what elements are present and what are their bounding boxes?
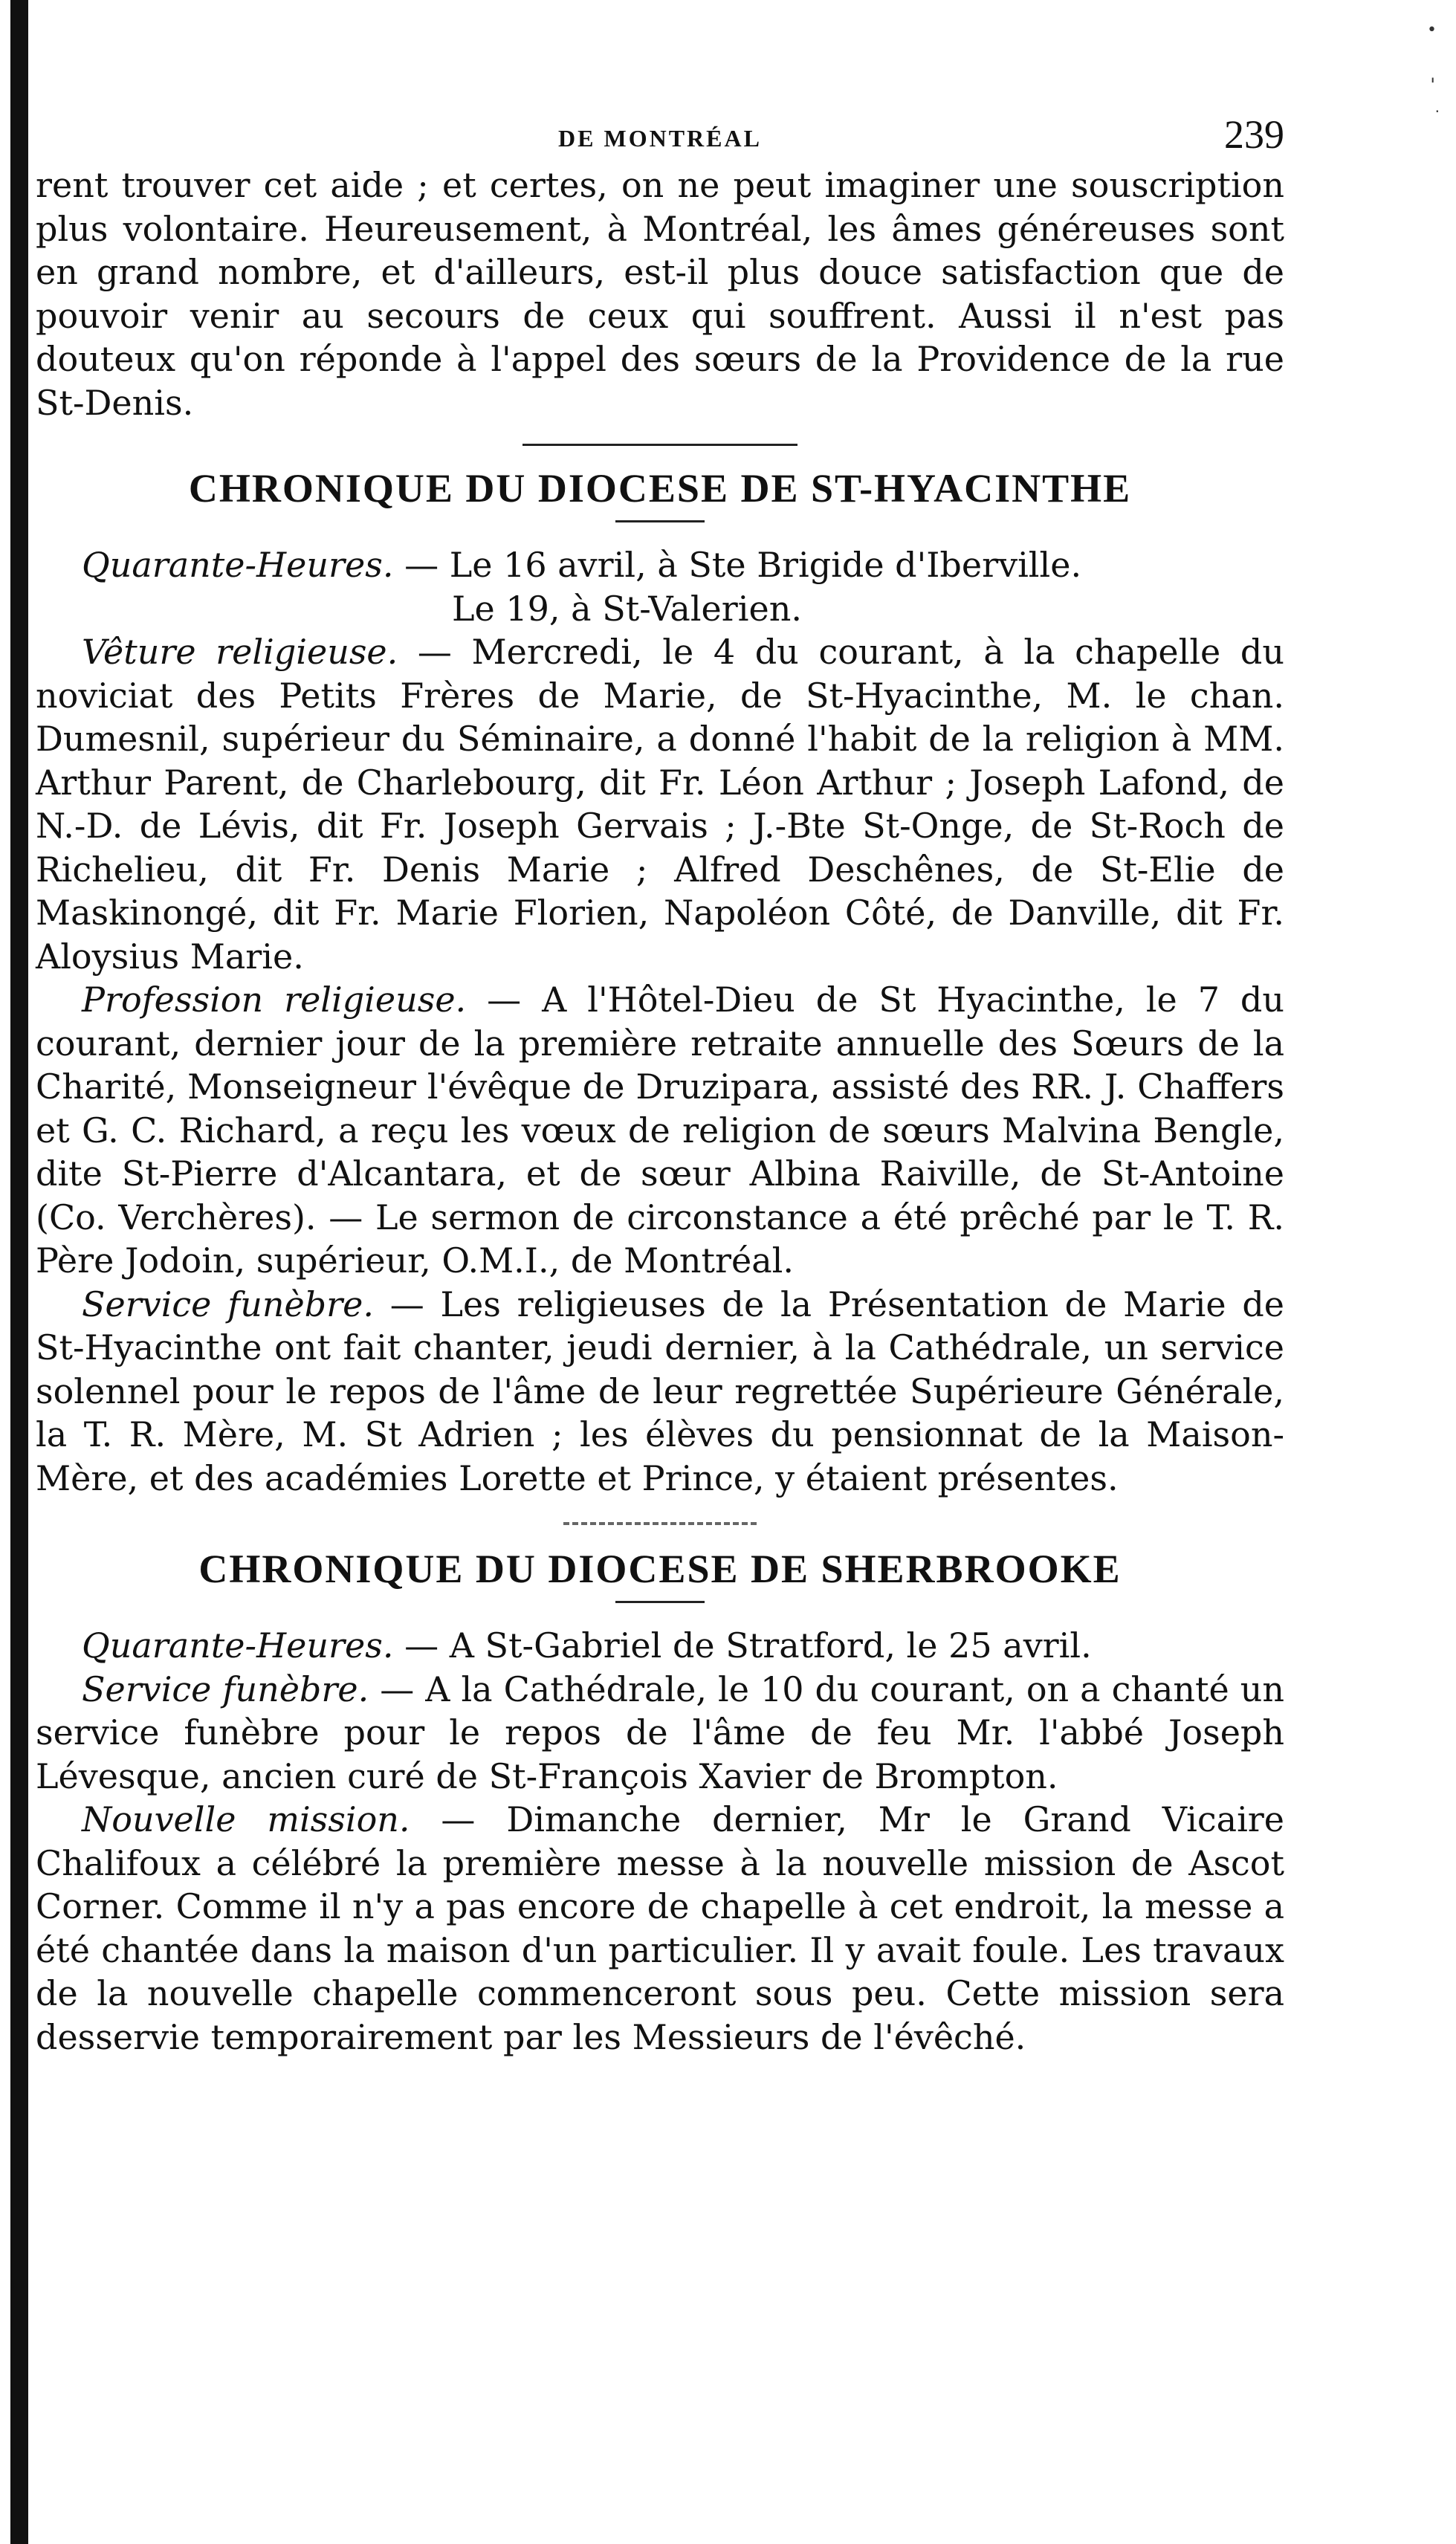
- entry-quarante-heures: [36, 1624, 1284, 1668]
- entry-text: — Mercredi, le 4 du courant, à la chapelle du noviciat des Petits Frères de Marie, de St-Hyacinthe, M. le chan. Dumesnil, supérieur du Séminaire, a donné l'habit de la religion à MM. Arthur Parent, de Charlebourg, dit Fr. Léon Arthur ; Joseph Lafond, de N.-D. de Lévis, dit Fr. Joseph Gervais ; J.-Bte St-Onge, de St-Roch de Richelieu, dit Fr. Denis Marie ; Alfred Deschênes, de St-Elie de Maskinongé, dit Fr. Marie Florien, Napoléon Côté, de Danville, dit Fr. Aloysius Marie.: [36, 632, 1284, 977]
- page-binding-edge: [10, 0, 28, 2544]
- running-head: [36, 111, 1284, 164]
- entry-lead: Service funèbre.: [82, 1669, 369, 1709]
- entry-lead: Nouvelle mission.: [82, 1799, 410, 1839]
- entry-nouvelle-mission: [36, 1798, 1284, 2059]
- margin-dash: ': [1430, 74, 1435, 95]
- entry-quarante-heures: [36, 543, 1284, 587]
- entry-profession-religieuse: [36, 978, 1284, 1283]
- entry-text: — Dimanche dernier, Mr le Grand Vicaire Chalifoux a célébré la première messe à la nouvelle mission de Ascot Corner. Comme il n'y a pas encore de chapelle à cet endroit, la messe a été chantée dans la maison d'un particulier. Il y avait foule. Les travaux de la nouvelle chapelle commenceront sous peu. Cette mission sera desservie temporairement par les Messieurs de l'évêché.: [36, 1799, 1284, 2057]
- entry-text: — A la Cathédrale, le 10 du courant, on a chanté un service funèbre pour le repos de l'âme de feu Mr. l'abbé Joseph Lévesque, ancien curé de St-François Xavier de Brompton.: [36, 1669, 1284, 1796]
- entry-lead: Service funèbre.: [82, 1284, 374, 1324]
- entry-text: — A St-Gabriel de Stratford, le 25 avril.: [393, 1625, 1092, 1666]
- section-heading-sherbrooke: CHRONIQUE DU DIOCESE DE SHERBROOKE: [198, 1547, 1122, 1591]
- entry-lead: Quarante-Heures.: [82, 1625, 394, 1666]
- page-content: [36, 111, 1284, 2059]
- section-divider-dotted: [563, 1522, 757, 1525]
- entry-text: — Le 16 avril, à Ste Brigide d'Iberville.: [393, 545, 1082, 585]
- heading-underline: [615, 1601, 705, 1603]
- heading-underline: [615, 520, 705, 522]
- page-number: 239: [1224, 112, 1284, 157]
- margin-dot: •: [1427, 21, 1437, 39]
- intro-paragraph: rent trouver cet aide ; et certes, on ne peut imaginer une souscription plus volontaire. Heureusement, à Montréal, les âmes généreuses sont en grand nombre, et d'ailleurs, est-il plus douce satisfaction que de pouvoir venir au secours de ceux qui souffrent. Aussi il n'est pas douteux qu'on réponde à l'appel des sœurs de la Providence de la rue St-Denis.: [36, 165, 1284, 423]
- entry-quarante-heures-line2: Le 19, à St-Valerien.: [452, 588, 802, 629]
- section-divider: [522, 444, 797, 446]
- margin-tick: .: [1434, 98, 1440, 116]
- entry-service-funebre: [36, 1668, 1284, 1799]
- entry-lead: Vêture religieuse.: [82, 632, 398, 672]
- entry-lead: Profession religieuse.: [82, 980, 467, 1020]
- running-head-title: DE MONTRÉAL: [558, 125, 762, 152]
- entry-lead: Quarante-Heures.: [82, 545, 394, 585]
- entry-veture-religieuse: [36, 630, 1284, 978]
- entry-service-funebre: [36, 1283, 1284, 1501]
- section-heading-st-hyacinthe: CHRONIQUE DU DIOCESE DE ST-HYACINTHE: [188, 466, 1132, 511]
- entry-text: — A l'Hôtel-Dieu de St Hyacinthe, le 7 du courant, dernier jour de la première retraite annuelle des Sœurs de la Charité, Monseigneur l'évêque de Druzipara, assisté des RR. J. Chaffers et G. C. Richard, a reçu les vœux de religion de sœurs Malvina Bengle, dite St-Pierre d'Alcantara, et de sœur Albina Raiville, de St-Antoine (Co. Verchères). — Le sermon de circonstance a été prêché par le T. R. Père Jodoin, supérieur, O.M.I., de Montréal.: [36, 980, 1284, 1281]
- entry-text: — Les religieuses de la Présentation de Marie de St-Hyacinthe ont fait chanter, jeudi dernier, à la Cathédrale, un service solennel pour le repos de l'âme de leur regrettée Supérieure Générale, la T. R. Mère, M. St Adrien ; les élèves du pensionnat de la Maison-Mère, et des académies Lorette et Prince, y étaient présentes.: [36, 1284, 1284, 1498]
